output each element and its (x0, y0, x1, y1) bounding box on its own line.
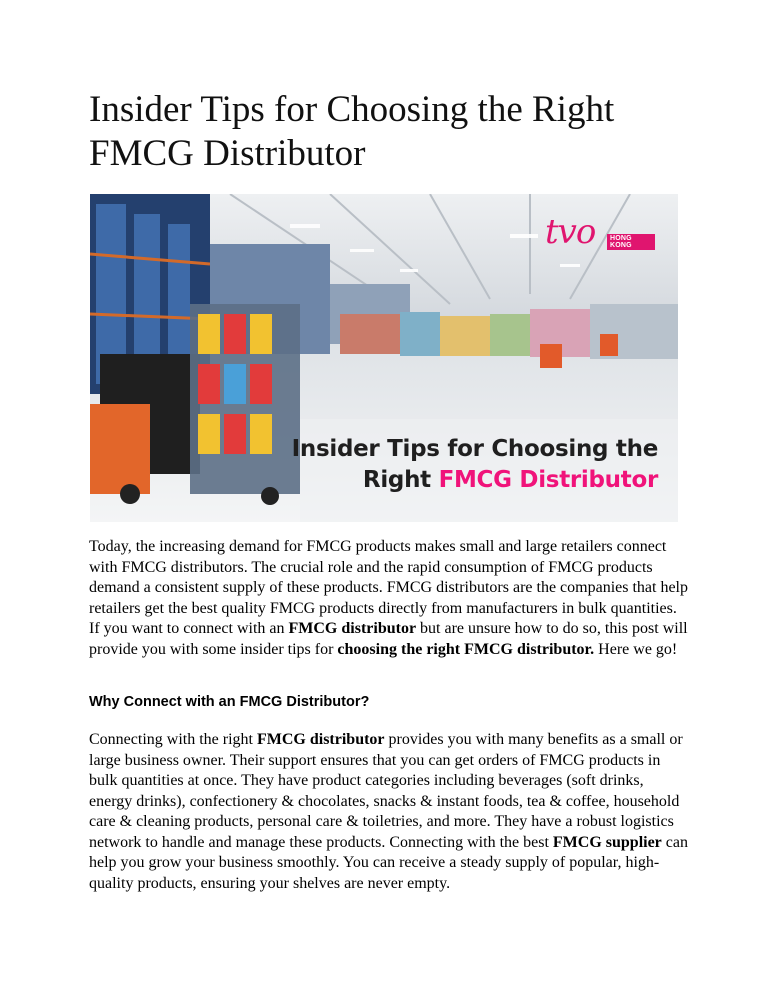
brand-logo-tag: HONG KONG (607, 234, 655, 250)
intro-bold-1: FMCG distributor (288, 620, 417, 637)
section-paragraph (89, 730, 689, 894)
section-bold-2: FMCG supplier (552, 833, 662, 851)
intro-paragraph (89, 537, 689, 660)
section-heading: Why Connect with an FMCG Distributor? (89, 694, 370, 710)
brand-logo (545, 212, 655, 256)
section-text-2: provides you with many benefits as a small or large business owner. Their support ensures that you can get orders of FMCG products in bulk quantities at once. They have product categories including beverages (soft drinks, energy drinks), confectionery & chocolates, snacks & instant foods, tea & coffee, household care & cleaning products, personal care & toiletries, and more. They have a robust logistics network to handle and manage these products. Connecting with the best (89, 731, 683, 851)
intro-text-1: Today, the increasing demand for FMCG products makes small and large retailers connect with FMCG distributors. The crucial role and the rapid consumption of FMCG products demand a consistent supply of these products. FMCG distributors are the companies that help retailers get the best quality FMCG products directly from manufacturers in bulk quantities. If you want to connect with an (89, 538, 688, 637)
page-title: Insider Tips for Choosing the Right FMCG Distributor (89, 89, 615, 174)
brand-logo-script: tvo (545, 212, 596, 252)
section-bold-1: FMCG distributor (256, 731, 385, 748)
hero-image (90, 194, 678, 522)
section-text-3: can help you grow your business smoothly. You can receive a steady supply of popular, high-quality products, ensuring your shelves are never empty. (89, 833, 688, 892)
intro-bold-2: choosing the right FMCG distributor. (337, 640, 595, 658)
hero-caption-plain: Right (362, 467, 439, 493)
hero-caption-accent: FMCG Distributor (438, 467, 658, 493)
hero-caption-line2 (292, 465, 658, 496)
hero-caption (292, 434, 658, 496)
hero-caption-line1: Insider Tips for Choosing the (291, 436, 658, 462)
intro-text-3: Here we go! (594, 640, 678, 658)
section-text-1: Connecting with the right (89, 731, 257, 748)
intro-text-2: but are unsure how to do so, this post will provide you with some insider tips for (89, 620, 688, 658)
